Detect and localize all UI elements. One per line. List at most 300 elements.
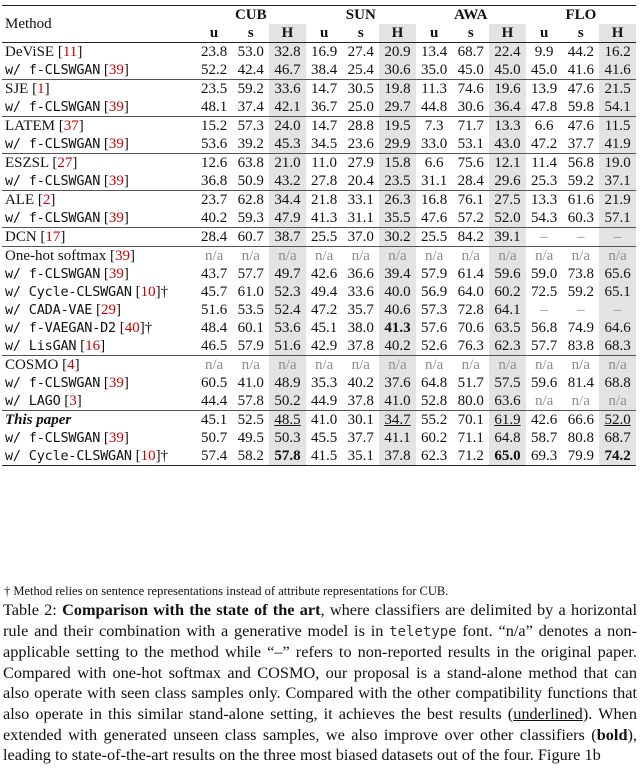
method-cell: w/ f-CLSWGAN [39] <box>5 375 129 391</box>
value-cell: 28.4 <box>196 228 233 247</box>
value-cell: 54.1 <box>599 98 636 117</box>
value-cell: 30.2 <box>379 228 416 247</box>
value-cell: 49.7 <box>269 265 306 283</box>
value-cell: 41.3 <box>379 319 416 337</box>
value-cell: 38.7 <box>269 228 306 247</box>
value-cell: 53.5 <box>237 302 264 318</box>
value-cell: 79.9 <box>562 447 599 466</box>
value-cell: 20.9 <box>379 43 416 62</box>
value-cell: 21.8 <box>306 191 343 210</box>
method-cell: w/ f-VAEGAN-D2 [40]† <box>5 320 153 336</box>
value-cell: 30.6 <box>379 61 416 80</box>
value-cell: 70.1 <box>452 411 489 430</box>
value-cell: n/a <box>196 356 233 375</box>
value-cell: 62.3 <box>489 337 526 356</box>
value-cell: n/a <box>232 356 269 375</box>
dataset-header-awa: AWA <box>416 6 526 25</box>
value-cell: 30.1 <box>342 411 379 430</box>
value-cell: 58.2 <box>232 447 269 466</box>
value-cell: 60.2 <box>489 283 526 301</box>
value-cell: 45.1 <box>310 320 338 336</box>
value-cell: n/a <box>452 247 489 266</box>
value-cell: 13.9 <box>526 80 563 99</box>
value-cell: 13.3 <box>489 117 526 136</box>
value-cell: 68.7 <box>452 43 489 62</box>
value-cell: 80.8 <box>567 430 594 446</box>
method-name: w/ f-CLSWGAN <box>5 266 101 282</box>
value-cell: 35.7 <box>347 302 374 318</box>
value-cell: 49.4 <box>310 284 338 300</box>
value-cell: 37.4 <box>237 99 264 115</box>
value-cell: 62.8 <box>232 191 269 210</box>
value-cell: 70.6 <box>457 320 484 336</box>
method-name: ESZSL <box>5 155 49 171</box>
value-cell: 65.1 <box>599 283 636 301</box>
value-cell: n/a <box>196 247 233 266</box>
value-cell: 27.8 <box>310 173 338 189</box>
value-cell: 16.8 <box>416 191 453 210</box>
method-cell: w/ f-CLSWGAN [39] <box>5 99 129 115</box>
value-cell: 23.5 <box>196 80 233 99</box>
method-name: One-hot softmax <box>5 248 107 264</box>
method-cell: w/ CADA-VAE [29] <box>5 302 121 318</box>
value-cell: n/a <box>306 356 343 375</box>
header-row-datasets <box>2 6 636 25</box>
citation-link[interactable]: 10 <box>140 448 156 464</box>
value-cell: 37.8 <box>347 393 374 409</box>
value-cell: 63.6 <box>489 392 526 411</box>
results-table-body <box>2 43 636 466</box>
value-cell: 42.4 <box>237 62 264 78</box>
value-cell: 34.5 <box>310 136 338 152</box>
value-cell: 30.6 <box>457 99 484 115</box>
value-cell: – <box>577 302 585 318</box>
value-cell <box>599 411 636 430</box>
value-cell: 48.4 <box>200 320 228 336</box>
value-cell: 56.8 <box>562 154 599 173</box>
value-cell: 43.0 <box>489 135 526 154</box>
value-cell: 37.6 <box>379 374 416 392</box>
value-cell: 41.3 <box>310 210 338 226</box>
value-cell: 63.5 <box>489 319 526 337</box>
value-cell: 53.0 <box>232 43 269 62</box>
method-name: DCN <box>5 229 37 245</box>
value-cell: 45.7 <box>200 284 228 300</box>
caption-text-3: ). When extended with generated unseen class samples, we also improve over other classifiers ( <box>3 703 637 744</box>
value-cell: 44.2 <box>562 43 599 62</box>
value-cell: 36.7 <box>310 99 338 115</box>
value-cell: 74.6 <box>452 80 489 99</box>
value-cell: 27.4 <box>342 43 379 62</box>
subcol-h: H <box>379 24 416 43</box>
value-cell: 33.1 <box>342 191 379 210</box>
value-cell: 19.5 <box>379 117 416 136</box>
value-cell: 47.2 <box>310 302 338 318</box>
value-cell: 57.8 <box>269 447 306 466</box>
value-cell: n/a <box>269 247 306 266</box>
method-cell: COSMO [4] <box>2 356 196 375</box>
value-cell: n/a <box>599 392 636 411</box>
value-cell: 59.2 <box>232 80 269 99</box>
citation-link[interactable]: 39 <box>114 248 130 264</box>
citation-link[interactable]: 1 <box>37 81 45 97</box>
value-cell: 40.2 <box>200 210 228 226</box>
value-cell: 57.8 <box>237 393 264 409</box>
value-cell: 83.8 <box>567 338 594 354</box>
value-cell: 68.3 <box>599 337 636 356</box>
dagger-mark: † <box>144 320 153 336</box>
value-cell: 59.3 <box>237 210 264 226</box>
citation-link[interactable]: 39 <box>108 266 124 282</box>
value-cell: 38.4 <box>310 62 338 78</box>
method-name: COSMO <box>5 357 59 373</box>
value-cell: 41.9 <box>599 135 636 154</box>
value-cell: 52.4 <box>269 301 306 319</box>
value-cell: 35.0 <box>421 62 448 78</box>
caption-text-2: font. “n/a” denotes a non-applicable setting to the method while “–” refers to non-reported results in the original paper. Compared with one-hot softmax and COSMO, our proposal is a stand-alone method that can also operate with seen class samples only. Compared with the other compatibility functions that also operate in this similar stand-alone setting, it achieves the best results ( <box>3 620 637 723</box>
method-cell: w/ f-CLSWGAN [39] <box>5 62 129 78</box>
method-cell: w/ f-CLSWGAN [39] <box>5 266 129 282</box>
value-cell: 68.8 <box>599 374 636 392</box>
method-cell: w/ f-CLSWGAN [39] <box>5 136 129 152</box>
value-cell: 43.7 <box>200 266 228 282</box>
value-cell: 52.8 <box>421 393 448 409</box>
citation-link[interactable]: 39 <box>108 173 124 189</box>
value-cell: 37.7 <box>347 430 374 446</box>
value-cell: 14.7 <box>306 80 343 99</box>
method-cell: w/ f-CLSWGAN [39] <box>5 430 129 446</box>
value-cell: 61.0 <box>237 284 264 300</box>
value-cell: 37.7 <box>567 136 594 152</box>
value-cell: 57.4 <box>196 447 233 466</box>
subcol-h: H <box>599 24 636 43</box>
value-cell: 81.4 <box>567 375 594 391</box>
table-row <box>2 319 636 337</box>
value-cell: 37.0 <box>342 228 379 247</box>
value-cell: 26.3 <box>379 191 416 210</box>
dagger-mark: † <box>160 284 169 300</box>
value-cell: n/a <box>416 247 453 266</box>
method-name: w/ f-CLSWGAN <box>5 430 101 446</box>
value-cell: 42.6 <box>526 411 563 430</box>
value-cell: 19.6 <box>489 80 526 99</box>
caption-teletype-word: teletype <box>389 623 457 640</box>
table-row <box>2 356 636 375</box>
value-cell: 25.4 <box>347 62 374 78</box>
value-cell: 33.0 <box>421 136 448 152</box>
citation-link[interactable]: 27 <box>57 155 73 171</box>
value-cell: 52.2 <box>200 62 228 78</box>
value-cell: 39.2 <box>237 136 264 152</box>
value-cell: 42.1 <box>269 98 306 117</box>
table-row <box>2 301 636 319</box>
value-cell: 56.9 <box>421 284 448 300</box>
value-cell: n/a <box>526 247 563 266</box>
value-cell: 57.9 <box>421 266 448 282</box>
value-cell: 27.9 <box>342 154 379 173</box>
value-cell: 71.2 <box>452 447 489 466</box>
value-cell: 6.6 <box>526 117 563 136</box>
table-row <box>2 43 636 62</box>
value-cell: 36.6 <box>347 266 374 282</box>
value-cell: 76.1 <box>452 191 489 210</box>
method-name: ALE <box>5 192 35 208</box>
value-cell: 7.3 <box>416 117 453 136</box>
value-cell: 25.5 <box>306 228 343 247</box>
subcol-h: H <box>489 24 526 43</box>
value-cell: 75.6 <box>452 154 489 173</box>
value-cell: 23.8 <box>196 43 233 62</box>
citation-link[interactable]: 40 <box>124 320 140 336</box>
citation-link[interactable]: 4 <box>67 357 75 373</box>
value-cell: 60.1 <box>237 320 264 336</box>
method-name: LATEM <box>5 118 55 134</box>
value-cell: 41.5 <box>306 447 343 466</box>
value-cell: 59.2 <box>567 173 594 189</box>
caption-label: Table 2: <box>3 600 63 619</box>
value-cell: 46.5 <box>200 338 228 354</box>
value-cell: 53.6 <box>200 136 228 152</box>
value-cell: 13.4 <box>416 43 453 62</box>
table-row <box>2 117 636 136</box>
value-cell: 57.9 <box>237 338 264 354</box>
value-cell: 35.5 <box>379 209 416 228</box>
value-cell: 40.0 <box>379 283 416 301</box>
value-cell: 27.5 <box>489 191 526 210</box>
value-cell: n/a <box>562 356 599 375</box>
method-cell: w/ LAGO [3] <box>5 393 82 409</box>
value-cell: 57.7 <box>237 266 264 282</box>
table-row <box>2 191 636 210</box>
value-cell: 51.6 <box>269 337 306 356</box>
method-name: w/ Cycle-CLSWGAN <box>5 284 132 300</box>
table-row <box>2 429 636 447</box>
value-cell <box>489 411 526 430</box>
method-name: w/ f-CLSWGAN <box>5 62 101 78</box>
value-cell: 37.8 <box>347 338 374 354</box>
citation-link[interactable]: 39 <box>108 99 124 115</box>
value-cell: 30.5 <box>342 80 379 99</box>
value-cell: 57.3 <box>421 302 448 318</box>
table-row <box>2 154 636 173</box>
value-cell: 48.1 <box>200 99 228 115</box>
value-cell: 28.4 <box>457 173 484 189</box>
value-cell: 57.7 <box>531 338 558 354</box>
value-cell: 25.3 <box>531 173 558 189</box>
value-cell: 71.7 <box>452 117 489 136</box>
value-cell: 59.2 <box>567 284 594 300</box>
value-cell: 41.0 <box>237 375 264 391</box>
value-cell: 25.0 <box>347 99 374 115</box>
value-cell: 21.9 <box>599 191 636 210</box>
underlined-value: 48.5 <box>274 412 301 428</box>
value-cell: 42.9 <box>310 338 338 354</box>
value-cell: 76.3 <box>457 338 484 354</box>
value-cell: 61.6 <box>562 191 599 210</box>
value-cell: 28.8 <box>342 117 379 136</box>
value-cell: 31.1 <box>347 210 374 226</box>
value-cell: 36.8 <box>200 173 228 189</box>
value-cell: 39.4 <box>379 265 416 283</box>
citation-link[interactable]: 3 <box>69 393 77 409</box>
value-cell: n/a <box>534 393 554 409</box>
value-cell: 29.7 <box>379 98 416 117</box>
value-cell: 57.5 <box>489 374 526 392</box>
citation-link[interactable]: 37 <box>63 118 79 134</box>
dagger-mark: † <box>160 448 169 464</box>
value-cell: 21.0 <box>269 154 306 173</box>
method-name: w/ CADA-VAE <box>5 302 93 318</box>
value-cell: 73.8 <box>567 266 594 282</box>
value-cell: n/a <box>562 247 599 266</box>
subcol-s: s <box>467 25 474 41</box>
value-cell: 44.8 <box>421 99 448 115</box>
value-cell: 60.5 <box>200 375 228 391</box>
value-cell: 84.2 <box>452 228 489 247</box>
subcol-s: s <box>247 25 254 41</box>
method-name: w/ LAGO <box>5 393 61 409</box>
table-footnote: † Method relies on sentence representations instead of attribute representations for CUB. <box>4 584 449 598</box>
value-cell: 34.4 <box>269 191 306 210</box>
value-cell: 47.6 <box>562 117 599 136</box>
value-cell: 44.4 <box>200 393 228 409</box>
value-cell: 57.6 <box>421 320 448 336</box>
citation-link[interactable]: 39 <box>108 210 124 226</box>
subcol-h: H <box>269 24 306 43</box>
value-cell: 25.5 <box>416 228 453 247</box>
method-cell: DCN [17] <box>2 228 196 247</box>
value-cell: 41.6 <box>599 61 636 80</box>
subcol-s: s <box>577 25 584 41</box>
table-row <box>2 447 636 466</box>
value-cell: 37.8 <box>379 447 416 466</box>
value-cell: 71.1 <box>457 430 484 446</box>
method-cell: w/ f-CLSWGAN [39] <box>5 210 129 226</box>
table-row <box>2 247 636 266</box>
table-row <box>2 228 636 247</box>
value-cell: n/a <box>489 356 526 375</box>
value-cell: 49.5 <box>237 430 264 446</box>
value-cell: 38.0 <box>347 320 374 336</box>
value-cell: 19.8 <box>379 80 416 99</box>
subcol-u: u <box>209 25 219 41</box>
value-cell: 59.8 <box>567 99 594 115</box>
value-cell: 50.3 <box>269 429 306 447</box>
value-cell: 69.3 <box>526 447 563 466</box>
method-name: w/ f-CLSWGAN <box>5 375 101 391</box>
citation-link[interactable]: 29 <box>100 302 116 318</box>
value-cell: 9.9 <box>526 43 563 62</box>
citation-link[interactable]: 2 <box>42 192 51 208</box>
citation-link[interactable]: 39 <box>108 375 124 391</box>
value-cell: 57.2 <box>457 210 484 226</box>
value-cell: 64.1 <box>489 301 526 319</box>
value-cell: 29.9 <box>379 135 416 154</box>
value-cell: 60.3 <box>567 210 594 226</box>
method-cell: ALE [2] <box>2 191 196 210</box>
method-name: This paper <box>5 412 72 428</box>
value-cell: 39.1 <box>489 228 526 247</box>
value-cell: 53.1 <box>457 136 484 152</box>
value-cell: 21.5 <box>599 80 636 99</box>
method-name: DeViSE <box>5 44 55 60</box>
method-cell: w/ Cycle-CLSWGAN [10]† <box>5 284 169 300</box>
value-cell: 11.0 <box>306 154 343 173</box>
value-cell: 6.6 <box>416 154 453 173</box>
value-cell: 11.5 <box>599 117 636 136</box>
value-cell: n/a <box>599 247 636 266</box>
value-cell: 50.7 <box>200 430 228 446</box>
citation-link[interactable]: 39 <box>108 136 124 152</box>
value-cell: 72.5 <box>531 284 558 300</box>
subcol-u: u <box>319 25 329 41</box>
value-cell: 13.3 <box>526 191 563 210</box>
value-cell: – <box>599 301 636 319</box>
value-cell: 51.6 <box>200 302 228 318</box>
value-cell: n/a <box>379 247 416 266</box>
value-cell: 54.3 <box>531 210 558 226</box>
table-row <box>2 98 636 117</box>
value-cell: 16.2 <box>599 43 636 62</box>
citation-link[interactable]: 11 <box>62 44 78 60</box>
value-cell: 52.0 <box>489 209 526 228</box>
method-name: w/ Cycle-CLSWGAN <box>5 448 132 464</box>
value-cell: 57.3 <box>232 117 269 136</box>
value-cell: 22.4 <box>489 43 526 62</box>
value-cell: 61.4 <box>457 266 484 282</box>
value-cell: – <box>526 228 563 247</box>
citation-link[interactable]: 39 <box>108 62 124 78</box>
citation-link[interactable]: 17 <box>45 229 61 245</box>
value-cell: 16.9 <box>306 43 343 62</box>
caption-bold-title: Comparison with the state of the art <box>62 600 321 619</box>
method-name: w/ LisGAN <box>5 338 77 354</box>
value-cell: 47.6 <box>562 80 599 99</box>
method-cell: LATEM [37] <box>2 117 196 136</box>
table-row <box>2 411 636 430</box>
value-cell: 45.0 <box>531 62 558 78</box>
method-name: w/ f-CLSWGAN <box>5 210 101 226</box>
value-cell: 55.2 <box>416 411 453 430</box>
value-cell: 64.8 <box>489 429 526 447</box>
value-cell: 12.1 <box>489 154 526 173</box>
value-cell: 59.0 <box>531 266 558 282</box>
value-cell: n/a <box>342 247 379 266</box>
value-cell: 23.5 <box>379 172 416 191</box>
caption-underlined-word: underlined <box>513 703 583 723</box>
value-cell: 64.6 <box>599 319 636 337</box>
value-cell: 64.0 <box>457 284 484 300</box>
value-cell: n/a <box>306 247 343 266</box>
table-row <box>2 61 636 80</box>
method-cell: w/ LisGAN [16] <box>5 338 106 354</box>
citation-link[interactable]: 39 <box>108 430 124 446</box>
value-cell: 52.5 <box>232 411 269 430</box>
caption-text-4: ), leading to state-of-the-art results on the three most biased datasets out of the four. Figure 1b <box>3 724 637 765</box>
citation-link[interactable]: 16 <box>85 338 101 354</box>
citation-link[interactable]: 10 <box>140 284 156 300</box>
value-cell: 42.6 <box>310 266 338 282</box>
value-cell: 46.7 <box>269 61 306 80</box>
table-row <box>2 80 636 99</box>
table-row <box>2 337 636 356</box>
method-cell: One-hot softmax [39] <box>2 247 196 266</box>
value-cell: 68.7 <box>599 429 636 447</box>
value-cell: 41.6 <box>567 62 594 78</box>
value-cell: 51.7 <box>457 375 484 391</box>
table-row <box>2 209 636 228</box>
dataset-header-cub: CUB <box>196 6 306 25</box>
